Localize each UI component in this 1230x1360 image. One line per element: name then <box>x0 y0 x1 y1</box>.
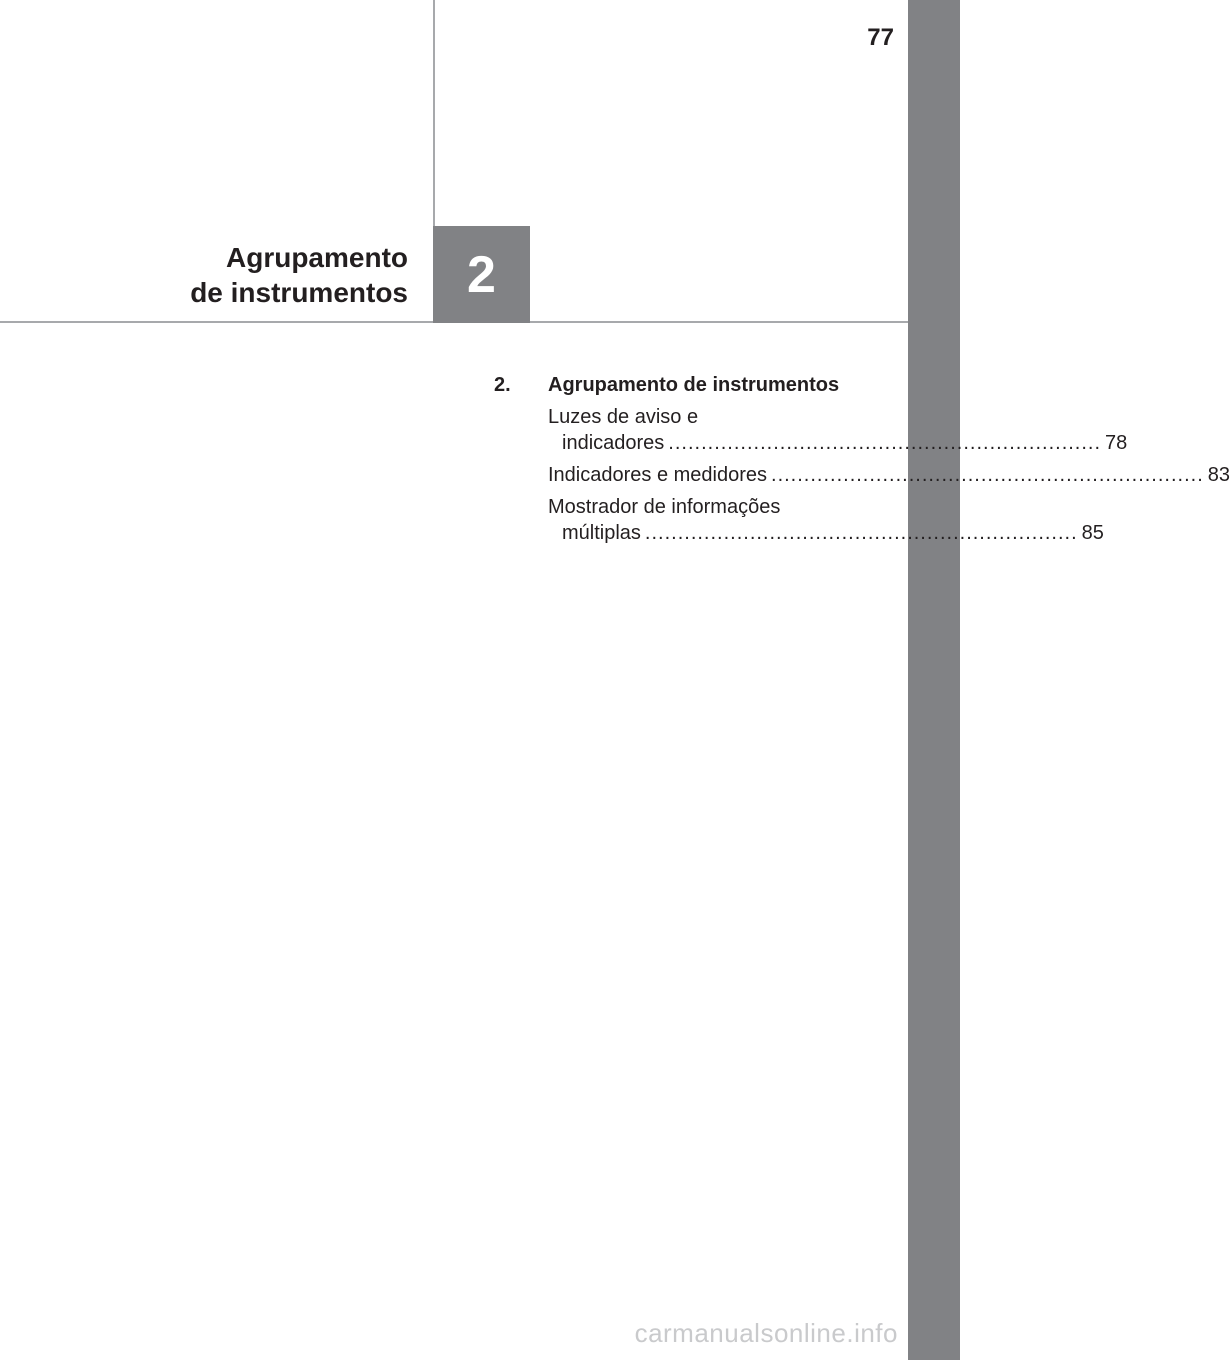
toc-entry-text: indicadores <box>562 432 665 454</box>
vertical-divider <box>433 0 435 226</box>
chapter-number: 2 <box>467 245 496 304</box>
watermark-text: carmanualsonline.info <box>634 1318 898 1348</box>
chapter-title-line2: de instrumentos <box>190 277 408 308</box>
toc-entry[interactable] <box>548 404 1128 456</box>
toc-section-heading <box>494 372 854 398</box>
dot-leader: .................................................................. <box>644 522 1078 544</box>
toc-entry[interactable] <box>548 462 1230 488</box>
chapter-title-line1: Agrupamento <box>226 242 408 273</box>
toc-page-number: 85 <box>1081 522 1104 544</box>
toc-page-number: 78 <box>1105 432 1128 454</box>
toc-entry-text: Indicadores e medidores <box>548 464 768 486</box>
toc-entry-text: Mostrador de informações <box>548 496 781 518</box>
chapter-title <box>120 240 408 310</box>
table-of-contents <box>494 372 1230 546</box>
chapter-number-box <box>433 226 530 323</box>
side-thumb-tab <box>908 0 960 1360</box>
toc-section-number: 2. <box>494 374 511 396</box>
page-number: 77 <box>867 24 894 51</box>
toc-entry-text: Luzes de aviso e <box>548 406 699 428</box>
toc-section-title: Agrupamento de instrumentos <box>548 374 840 396</box>
toc-entry[interactable] <box>548 494 1104 546</box>
toc-page-number: 83 <box>1207 464 1230 486</box>
dot-leader: .................................................................. <box>771 464 1204 486</box>
toc-entry-text: múltiplas <box>562 522 641 544</box>
dot-leader: .................................................................. <box>668 432 1102 454</box>
